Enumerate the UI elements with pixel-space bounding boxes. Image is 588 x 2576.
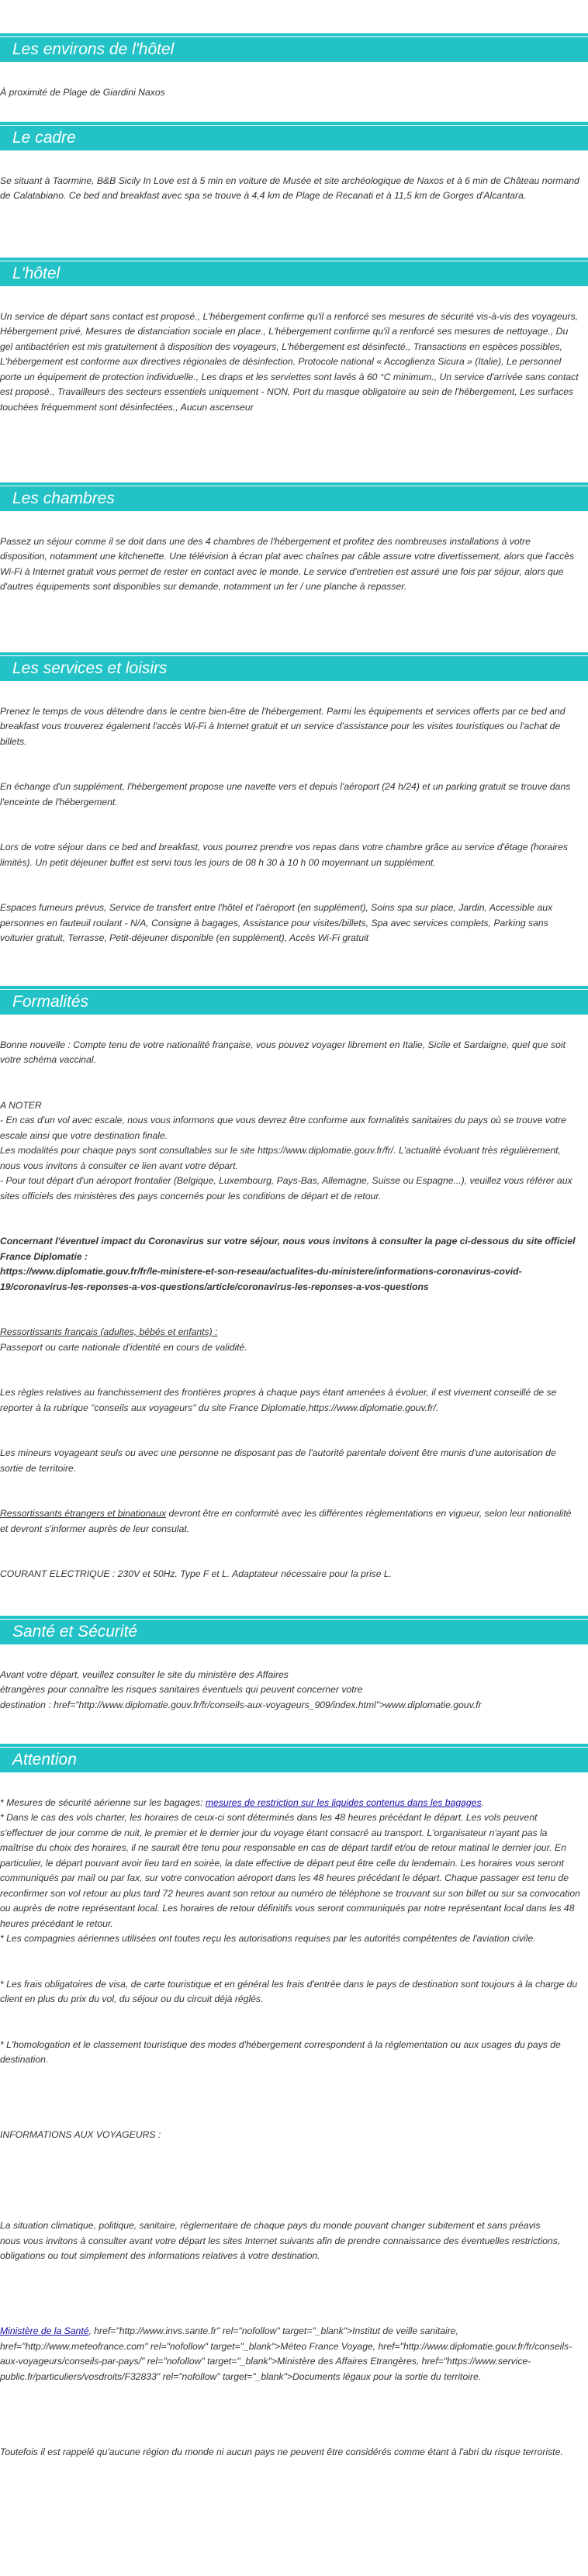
section-title-environs: Les environs de l'hôtel (0, 37, 588, 62)
section-title-attention: Attention (0, 1748, 588, 1772)
chambres-text: Passez un séjour comme il se doit dans une des 4 chambres de l'hébergement et profitez des nombreuses installations à votre disposition, notamment une kitchenette. Une télévision à écran plat avec chaînes par câble assure votre divertissement, alors que l'accès Wi-Fi à Internet gratuit vous permet de rester en contact avec le monde. Le service d'entretien est assuré une fois par séjour, alors que d'autres équipements sont disponibles sur demande, notamment un fer / une planche à repasser. (0, 535, 575, 592)
attention-classification: * L'homologation et le classement touristique des modes d'hébergement correspondent à la réglementation ou aux usages du pays de destination. (0, 2038, 561, 2065)
foreign-nationals-text: devront être en conformité avec les différentes réglementations en vigueur, selon leur nationalité et devront s'informer auprès de leur consulat. (0, 1508, 572, 1534)
formalites-coronavirus-notice: Concernant l'éventuel impact du Coronavirus sur votre séjour, nous vous invitons à consulter la page ci-dessous du site officiel France Diplomatie : https://www.diplomatie.gouv.fr/fr/le-ministere-et-son-reseau/actualites-du-ministere/informations-coronavirus-covid-19/coronavirus-les-reponses-a-vos-questions/article/coronavirus-les-reponses-a-vos-questions (0, 1236, 576, 1292)
formalites-electric: COURANT ELECTRIQUE : 230V et 50Hz. Type F et L. Adaptateur nécessaire pour la prise L. (0, 1568, 393, 1579)
section-cadre (0, 126, 588, 219)
section-title-hotel: L'hôtel (0, 261, 588, 286)
liquids-restriction-link[interactable]: mesures de restriction sur les liquides contenus dans les bagages (205, 1796, 482, 1808)
attention-situation: La situation climatique, politique, sanitaire, réglementaire de chaque pays du monde pouvant changer subitement et sans préavis nous vous invitons à consulter avant votre départ les sites Internet suivants afin de prendre connaissance des éventuelles restrictions, obligations ou tout simplement des informations relatives à votre destination. (0, 2220, 561, 2261)
attention-terrorism: Toutefois il est rappelé qu'aucune région du monde ni aucun pays ne peuvent être considérés comme étant à l'abri du risque terroriste. (0, 2446, 563, 2457)
attention-charter-text: . * Dans le cas des vols charter, les horaires de ceux-ci sont déterminés dans les 48 heures précédant le départ. Les vols peuvent s'effectuer de jour comme de nuit, le premier et le dernier jour du voyage étant consacré au transport. L'organisateur n'ayant pas la maîtrise du choix des horaires, il ne saurait être tenu pour responsable en cas de départ tardif et/ou de retour matinal le dernier jour. En particulier, le départ pouvant avoir lieu tard en soirée, la date effective de départ peut être celle du lendemain. Les horaires vous seront communiqués par mail ou par fax, sur votre convocation aéroport dans les 48 heures précédant le départ. Chaque passager est tenu de reconfirmer son vol retour au plus tard 72 heures avant son retour au numéro de téléphone se trouvant sur son billet ou sur sa convocation ou auprès de notre représentant local. Les horaires de retour définitifs vous seront communiqués par notre représentant local dans les 48 heures précédant le retour. * Les compagnies aériennes utilisées ont toutes reçu les autorisations requises par les autorités compétentes de l'aviation civile. (0, 1796, 580, 1944)
services-text-block (0, 689, 588, 961)
section-title-cadre: Le cadre (0, 126, 588, 150)
sante-text-block (0, 1652, 588, 1728)
formalites-border-rules: Les règles relatives au franchissement des frontières propres à chaque pays étant amenées à évoluer, il est vivement conseillé de se reporter à la rubrique "conseils aux voyageurs" du site France Diplomatie,https://www.diplomatie.gouv.fr/. (0, 1387, 557, 1413)
environs-text: À proximité de Plage de Giardini Naxos (0, 86, 165, 98)
section-hotel (0, 261, 588, 430)
attention-visa-fees: * Les frais obligatoires de visa, de carte touristique et en général les frais d'entrée dans le pays de destination sont toujours à la charge du client en plus du prix du vol, du séjour ou du circuit déjà réglés. (0, 1978, 578, 2004)
cadre-text: Se situant à Taormine, B&B Sicily In Love est à 5 min en voiture de Musée et site archéologique de Naxos et à 6 min de Château normand de Calatabiano. Ce bed and breakfast avec spa se trouve à 4,4 km de Plage de Recanati et à 11,5 km de Gorges d'Alcantara. (0, 175, 579, 201)
attention-links (0, 2324, 588, 2384)
cadre-text-block (0, 158, 588, 219)
section-chambres (0, 486, 588, 610)
section-title-formalites: Formalités (0, 990, 588, 1015)
services-paragraph: En échange d'un supplément, l'hébergement propose une navette vers et depuis l'aéroport (24 h/24) et un parking gratuit se trouve dans l'enceinte de l'hébergement. (0, 781, 571, 807)
formalites-good-news: Bonne nouvelle : Compte tenu de votre nationalité française, vous pouvez voyager librement en Italie, Sicile et Sardaigne, quel que soit votre schéma vaccinal. (0, 1039, 566, 1065)
hotel-text: Un service de départ sans contact est proposé., L'hébergement confirme qu'il a renforcé ses mesures de sécurité vis-à-vis des voyageurs, Hébergement privé, Mesures de distanciation sociale en place., L'hébergement confirme qu'il a renforcé ses mesures de nettoyage., Du gel antibactérien est mis gratuitement à disposition des voyageurs, L'hébergement est désinfecté., Transactions en espèces possibles, L'hébergement est conforme aux directives régionales de désinfection. Protocole national « Accoglienza Sicura » (Italie), Le personnel porte un équipement de protection individuelle., Les draps et les serviettes sont lavés à 60 °C minimum., Un service d'arrivée sans contact est proposé., Travailleurs des secteurs essentiels uniquement - NON, Port du masque obligatoire au sein de l'hébergement, Les surfaces touchées fréquemment sont désinfectées., Aucun ascenseur (0, 310, 579, 413)
services-paragraph: Lors de votre séjour dans ce bed and breakfast, vous pourrez prendre vos repas dans votre chambre grâce au service d'étage (horaires limités). Un petit déjeuner buffet est servi tous les jours de 08 h 30 à 10 h 00 moyennant un supplément. (0, 842, 568, 868)
ministere-sante-link[interactable]: Ministère de la Santé (0, 2325, 89, 2336)
hotel-text-block (0, 294, 588, 430)
attention-intro: * Mesures de sécurité aérienne sur les bagages: (0, 1796, 206, 1808)
services-paragraph: Espaces fumeurs prévus, Service de transfert entre l'hôtel et l'aéroport (en supplément), Soins spa sur place, Jardin, Accessible aux personnes en fauteuil roulant - N/A, Consigne à bagages, Assistance pour visites/billets, Spa avec services complets, Parking sans voiturier gratuit, Terrasse, Petit-déjeuner disponible (en supplément), Accès Wi-Fi gratuit (0, 902, 553, 943)
section-title-services: Les services et loisirs (0, 656, 588, 681)
sante-text: Avant votre départ, veuillez consulter le site du ministère des Affaires étrangères pour connaître les risques sanitaires éventuels qui peuvent concerner votre destination : href="http://www.diplomatie.gouv.fr/fr/conseils-aux-voyageurs_909/index.html">www.diplomatie.gouv.fr (0, 1668, 482, 1710)
formalites-minors: Les mineurs voyageant seuls ou avec une personne ne disposant pas de l'autorité parentale doivent être munis d'une autorisation de sortie de territoire. (0, 1447, 556, 1474)
attention-aviation (0, 1796, 588, 1947)
formalites-french-nationals (0, 1325, 588, 1355)
foreign-nationals-heading: Ressortissants étrangers et binationaux (0, 1508, 167, 1519)
formalites-foreign-nationals (0, 1506, 588, 1537)
section-attention (0, 1748, 588, 2475)
section-services (0, 656, 588, 961)
section-sante (0, 1620, 588, 1728)
services-paragraph: Prenez le temps de vous détendre dans le centre bien-être de l'hébergement. Parmi les équipements et services offerts par ce bed and breakfast vous trouverez également l'accès Wi-Fi à Internet gratuit et un service d'assistance pour les visites touristiques ou l'achat de billets. (0, 705, 566, 747)
formalites-text-block (0, 1022, 588, 1597)
attention-links-text: , href="http://www.invs.sante.fr" rel="nofollow" target="_blank">Institut de veille sanitaire, href="http://www.meteofrance.com" rel="nofollow" target="_blank">Méteo France Voyage, href="http://www.diplomatie.gouv.fr/fr/conseils-aux-voyageurs/conseils-par-pays/" rel="nofollow" target="_blank">Ministère des Affaires Etrangères, href="https://www.service-public.fr/particuliers/vosdroits/F32833" rel="nofollow" target="_blank">Documents légaux pour la sortie du territoire. (0, 2325, 572, 2382)
attention-info-heading: INFORMATIONS AUX VOYAGEURS : (0, 2129, 161, 2140)
chambres-text-block (0, 519, 588, 610)
section-title-chambres: Les chambres (0, 486, 588, 511)
environs-text-block (0, 70, 588, 116)
attention-text-block (0, 1780, 588, 2475)
section-formalites (0, 990, 588, 1597)
french-nationals-heading: Ressortissants français (adultes, bébés et enfants) : (0, 1326, 218, 1337)
section-title-sante: Santé et Sécurité (0, 1620, 588, 1644)
section-environs (0, 37, 588, 116)
french-nationals-docs: Passeport ou carte nationale d'identité en cours de validité. (0, 1341, 247, 1353)
formalites-note: A NOTER - En cas d'un vol avec escale, nous vous informons que vous devrez être conforme aux formalités sanitaires du pays où se trouve votre escale ainsi que votre destination finale. Les modalités pour chaque pays sont consultables sur le site https://www.diplomatie.gouv.fr/fr/. L'actualité évoluant très régulièrement, nous vous invitons à consulter ce lien avant votre départ. - Pour tout départ d'un aéroport frontalier (Belgique, Luxembourg, Pays-Bas, Allemagne, Suisse ou Espagne...), veuillez vous référer aux sites officiels des ministères des pays concernés pour les conditions de départ et de retour. (0, 1099, 572, 1202)
